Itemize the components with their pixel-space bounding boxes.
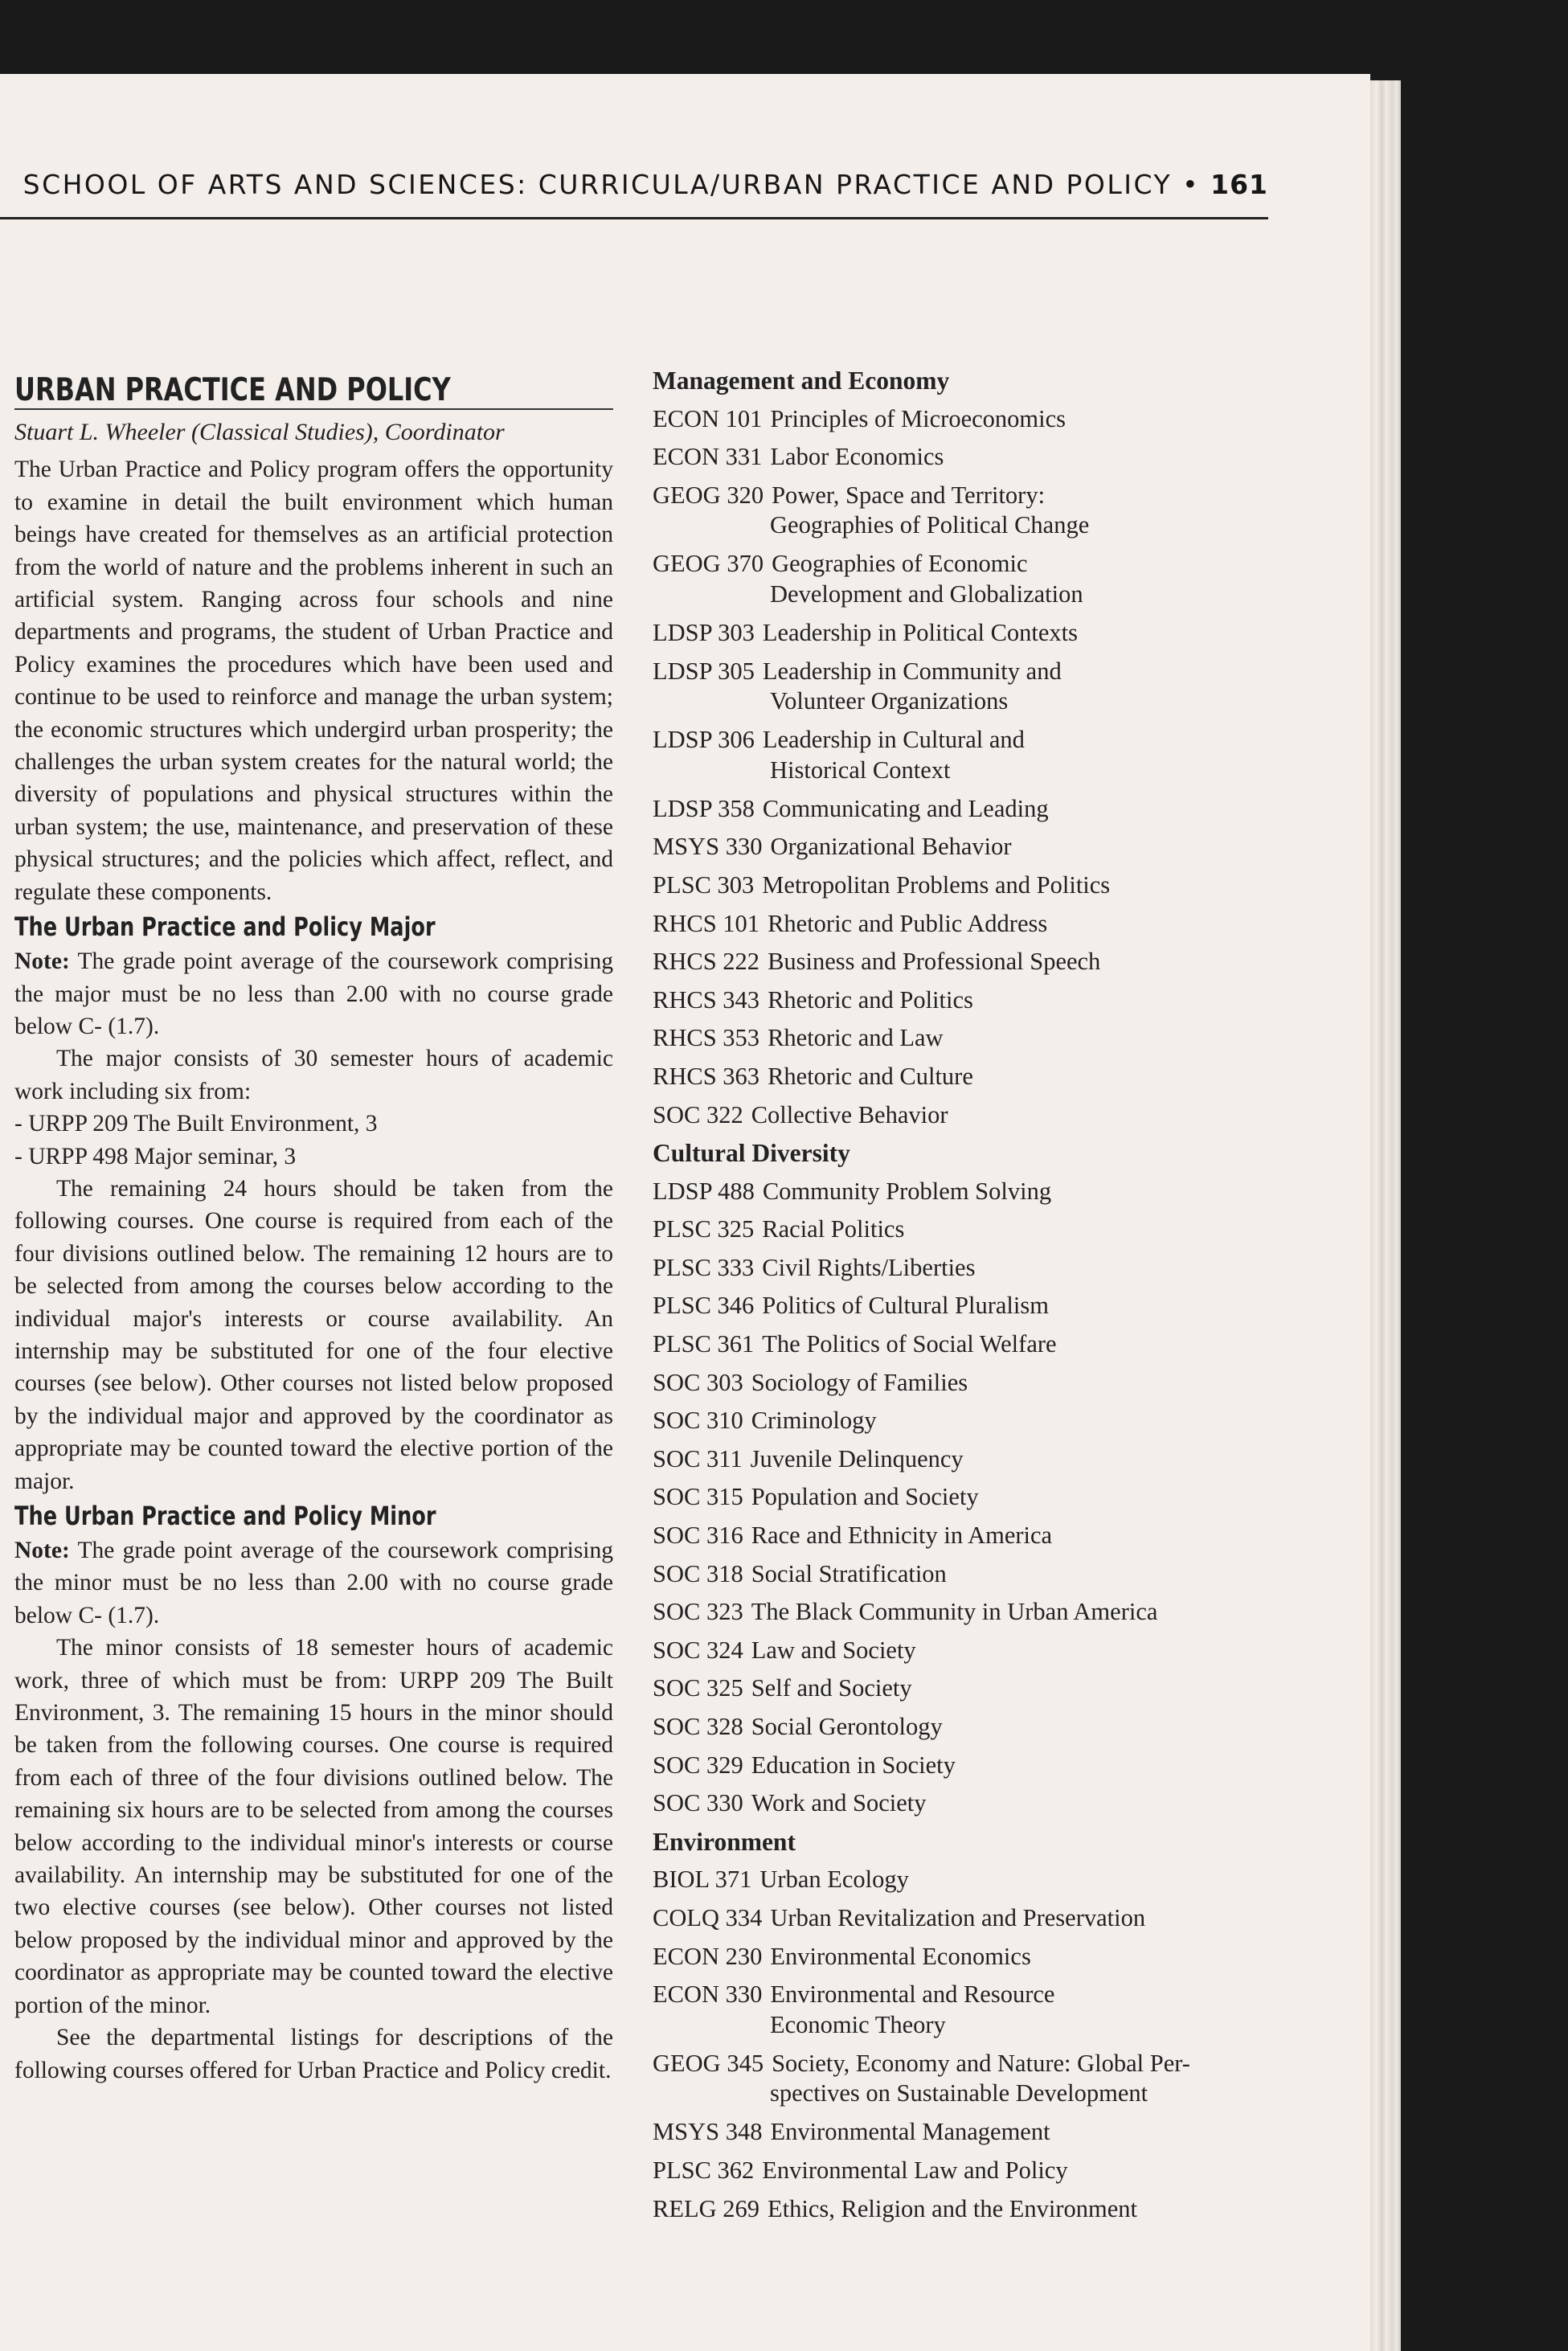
left-column <box>14 299 613 2087</box>
category-heading-management: Management and Economy <box>653 367 950 395</box>
course-title-continued: Volunteer Organizations <box>770 687 1009 715</box>
course-list-management <box>653 400 1271 1135</box>
course-item <box>653 1899 1271 1938</box>
course-code: GEOG 370 <box>653 550 764 578</box>
course-item <box>653 828 1271 866</box>
course-code: RELG 269 <box>653 2194 760 2222</box>
course-item <box>653 905 1271 944</box>
course-title: The Black Community in Urban America <box>751 1598 1158 1626</box>
course-item <box>653 721 1271 760</box>
course-code: RHCS 353 <box>653 1024 760 1052</box>
category-heading-diversity: Cultural Diversity <box>653 1139 850 1168</box>
course-item <box>653 438 1271 477</box>
course-item <box>653 1287 1271 1325</box>
course-code: SOC 316 <box>653 1522 743 1550</box>
course-item <box>653 1747 1271 1785</box>
course-title: Leadership in Community and <box>762 657 1062 685</box>
course-item <box>653 1478 1271 1517</box>
course-item <box>653 1555 1271 1594</box>
course-code: PLSC 303 <box>653 870 755 899</box>
course-title: The Politics of Social Welfare <box>762 1330 1057 1358</box>
coordinator: Stuart L. Wheeler (Classical Studies), Coordinator <box>14 419 505 445</box>
minor-note-label: Note: <box>14 1538 70 1563</box>
course-title: Urban Ecology <box>759 1866 909 1894</box>
right-column <box>653 299 1271 2228</box>
course-title: Social Stratification <box>751 1559 947 1587</box>
course-title: Race and Ethnicity in America <box>751 1522 1053 1550</box>
course-title: Organizational Behavior <box>770 833 1012 861</box>
course-code: SOC 318 <box>653 1559 743 1587</box>
course-title: Law and Society <box>751 1636 916 1664</box>
course-code: RHCS 363 <box>653 1062 760 1090</box>
course-title: Civil Rights/Liberties <box>762 1253 976 1281</box>
title-rule <box>14 408 613 410</box>
major-requirement-1: - URPP 209 The Built Environment, 3 <box>14 1111 378 1137</box>
course-title: Power, Space and Territory: <box>772 481 1046 509</box>
header-rule <box>0 217 1268 219</box>
major-note <box>14 945 613 1042</box>
minor-heading: The Urban Practice and Policy Minor <box>14 1501 436 1531</box>
course-item <box>653 477 1271 515</box>
catalog-page <box>0 74 1370 2351</box>
section-title: URBAN PRACTICE AND POLICY <box>14 372 451 408</box>
course-item <box>653 1249 1271 1288</box>
course-title: Juvenile Delinquency <box>750 1444 964 1472</box>
major-paragraph-1: The major consists of 30 semester hours of academic work including six from: <box>14 1046 613 1104</box>
course-item <box>653 866 1271 905</box>
course-item <box>653 1440 1271 1479</box>
course-code: LDSP 305 <box>653 657 755 685</box>
major-heading: The Urban Practice and Policy Major <box>14 911 436 943</box>
course-title-continued: Development and Globalization <box>770 580 1083 608</box>
course-code: SOC 323 <box>653 1598 743 1626</box>
course-title: Geographies of Economic <box>772 550 1028 578</box>
course-code: PLSC 325 <box>653 1215 755 1243</box>
course-title: Communicating and Leading <box>762 794 1049 822</box>
course-title: Labor Economics <box>770 443 944 471</box>
course-list-diversity <box>653 1173 1271 1823</box>
course-title: Criminology <box>751 1407 877 1435</box>
course-code: PLSC 361 <box>653 1330 755 1358</box>
course-title: Self and Society <box>751 1674 912 1702</box>
course-title: Urban Revitalization and Preservation <box>770 1903 1146 1931</box>
course-code: SOC 315 <box>653 1483 743 1511</box>
course-item <box>653 1669 1271 1708</box>
course-code: COLQ 334 <box>653 1903 763 1931</box>
course-code: LDSP 306 <box>653 726 755 754</box>
course-code: LDSP 488 <box>653 1177 755 1205</box>
course-item <box>653 653 1271 691</box>
course-title: Leadership in Political Contexts <box>762 618 1079 646</box>
course-item <box>653 1632 1271 1670</box>
course-item <box>653 614 1271 653</box>
course-item <box>653 1402 1271 1440</box>
minor-paragraph-2: See the departmental listings for descriptions of the following courses offered for Urban Practice and Policy credit. <box>14 2025 613 2083</box>
course-title: Rhetoric and Culture <box>768 1062 973 1090</box>
intro-paragraph: The Urban Practice and Policy program offers the opportunity to examine in detail the built environment which human beings have created for themselves as an artificial protection from the world of nature and the problems inherent in such an artificial system. Ranging across four schools and nine departments and programs, the student of Urban Practice and Policy examines the procedures which have been used and continue to be used to reinforce and manage the urban system; the economic structures which undergird urban prosperity; the challenges the urban system creates for the natural world; the diversity of populations and physical structures within the urban system; the use, maintenance, and preservation of these physical structures; and the policies which affect, reflect, and regulate these components. <box>14 457 613 905</box>
course-title: Community Problem Solving <box>762 1177 1052 1205</box>
course-item <box>653 2113 1271 2152</box>
course-title: Environmental Economics <box>770 1942 1031 1970</box>
category-heading-environment: Environment <box>653 1827 796 1856</box>
course-code: SOC 311 <box>653 1444 743 1472</box>
course-item <box>653 1517 1271 1555</box>
course-code: ECON 101 <box>653 404 763 432</box>
minor-paragraph-1: The minor consists of 18 semester hours of academic work, three of which must be from: URPP 209 The Built Environment, 3. The remaining 15 hours in the minor should be taken from the following courses. One course is required from each of three of the four divisions outlined below. The remaining six hours are to be selected from among the courses below according to the individual minor's interests or course availability. An internship may be substituted for one of the two elective courses (see below). Other courses not listed below proposed by the individual minor and approved by the coordinator as appropriate may be counted toward the elective portion of the minor. <box>14 1635 613 2018</box>
course-item <box>653 1708 1271 1747</box>
course-code: SOC 329 <box>653 1751 743 1779</box>
course-title: Society, Economy and Nature: Global Per- <box>772 2049 1190 2077</box>
course-code: SOC 324 <box>653 1636 743 1664</box>
course-item <box>653 545 1271 584</box>
course-code: LDSP 303 <box>653 618 755 646</box>
course-item <box>653 1058 1271 1096</box>
course-code: SOC 330 <box>653 1789 743 1817</box>
course-code: RHCS 343 <box>653 985 760 1014</box>
course-item <box>653 981 1271 1020</box>
course-code: MSYS 348 <box>653 2118 763 2146</box>
course-item <box>653 1096 1271 1135</box>
minor-note-text: The grade point average of the coursework comprising the minor must be no less than 2.00 with no course grade below C- (1.7). <box>14 1538 614 1628</box>
course-title: Environmental and Resource <box>770 1980 1055 2009</box>
course-code: GEOG 320 <box>653 481 764 509</box>
major-paragraph-2: The remaining 24 hours should be taken from the following courses. One course is required from each of the four divisions outlined below. The remaining 12 hours are to be selected from among the courses below according to the individual major's interests or course availability. An internship may be substituted for one of the four elective courses (see below). Other courses not listed below proposed by the individual major and approved by the coordinator as appropriate may be counted toward the elective portion of the major. <box>14 1175 613 1494</box>
course-item <box>653 1019 1271 1058</box>
course-title: Leadership in Cultural and <box>762 726 1025 754</box>
course-code: MSYS 330 <box>653 833 763 861</box>
running-title: SCHOOL OF ARTS AND SCIENCES: CURRICULA/URBAN PRACTICE AND POLICY <box>23 169 1173 200</box>
course-title: Social Gerontology <box>751 1713 943 1740</box>
course-title: Rhetoric and Public Address <box>768 909 1048 937</box>
minor-note <box>14 1534 613 1632</box>
major-requirement-2: - URPP 498 Major seminar, 3 <box>14 1143 297 1169</box>
course-item <box>653 790 1271 829</box>
course-title: Business and Professional Speech <box>768 948 1101 976</box>
course-code: GEOG 345 <box>653 2049 764 2077</box>
course-title-continued: Economic Theory <box>770 2010 946 2038</box>
course-item <box>653 1325 1271 1364</box>
course-code: PLSC 362 <box>653 2156 755 2184</box>
course-title: Metropolitan Problems and Politics <box>762 870 1111 899</box>
course-item <box>653 1593 1271 1632</box>
course-title: Rhetoric and Law <box>768 1024 944 1052</box>
course-item <box>653 943 1271 981</box>
course-item <box>653 1976 1271 2014</box>
course-code: ECON 330 <box>653 1980 763 2009</box>
running-head <box>0 169 1268 200</box>
course-code: SOC 303 <box>653 1368 743 1396</box>
course-title: Collective Behavior <box>751 1100 948 1128</box>
course-title: Principles of Microeconomics <box>770 404 1066 432</box>
course-title: Population and Society <box>751 1483 979 1511</box>
course-list-environment <box>653 1861 1271 2228</box>
course-title: Sociology of Families <box>751 1368 968 1396</box>
course-item <box>653 1861 1271 1899</box>
course-title: Work and Society <box>751 1789 927 1817</box>
course-title-continued: spectives on Sustainable Development <box>770 2079 1148 2107</box>
course-title: Racial Politics <box>762 1215 905 1243</box>
course-code: SOC 322 <box>653 1100 743 1128</box>
course-code: PLSC 346 <box>653 1292 755 1320</box>
course-code: LDSP 358 <box>653 794 755 822</box>
course-code: RHCS 222 <box>653 948 760 976</box>
course-title: Education in Society <box>751 1751 956 1779</box>
course-title: Politics of Cultural Pluralism <box>762 1292 1049 1320</box>
course-title: Rhetoric and Politics <box>768 985 973 1014</box>
course-item <box>653 1364 1271 1403</box>
course-item <box>653 2045 1271 2083</box>
course-title: Environmental Management <box>770 2118 1050 2146</box>
course-item <box>653 400 1271 439</box>
course-code: RHCS 101 <box>653 909 760 937</box>
course-code: SOC 328 <box>653 1713 743 1740</box>
course-item <box>653 1210 1271 1249</box>
course-item <box>653 2152 1271 2190</box>
course-code: SOC 310 <box>653 1407 743 1435</box>
course-code: ECON 230 <box>653 1942 763 1970</box>
course-title: Ethics, Religion and the Environment <box>768 2194 1137 2222</box>
course-item <box>653 1173 1271 1211</box>
course-code: BIOL 371 <box>653 1866 752 1894</box>
course-item <box>653 1938 1271 1976</box>
bullet: • <box>1182 169 1201 200</box>
major-note-text: The grade point average of the coursework comprising the major must be no less than 2.00 with no course grade below C- (1.7). <box>14 948 614 1039</box>
course-title-continued: Historical Context <box>770 756 951 784</box>
course-item <box>653 1784 1271 1823</box>
course-title: Environmental Law and Policy <box>762 2156 1068 2184</box>
course-code: PLSC 333 <box>653 1253 755 1281</box>
course-title-continued: Geographies of Political Change <box>770 511 1090 539</box>
major-note-label: Note: <box>14 948 70 975</box>
course-code: SOC 325 <box>653 1674 743 1702</box>
course-code: ECON 331 <box>653 443 763 471</box>
page-edge <box>1370 80 1401 2351</box>
course-item <box>653 2190 1271 2229</box>
page-number: 161 <box>1210 169 1268 200</box>
